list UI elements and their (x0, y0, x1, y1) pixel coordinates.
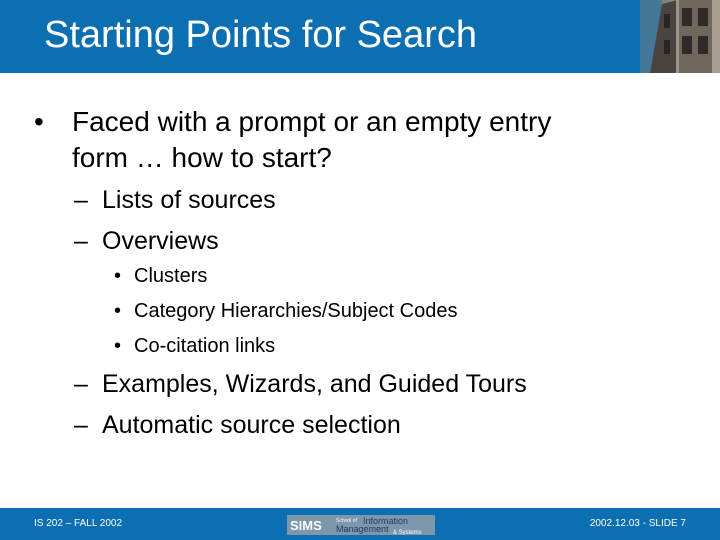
sims-logo-and-systems: & Systems (393, 530, 422, 535)
sub-bullet-marker: – (74, 186, 88, 214)
sub-sub-bullet-marker: • (114, 265, 122, 287)
sub-bullet-text: Overviews (102, 227, 219, 255)
sims-logo-sims: SIMS (290, 518, 322, 533)
bullet-marker: • (34, 106, 44, 137)
sub-bullet-text: Automatic source selection (102, 411, 401, 439)
sub-sub-bullet-text: Category Hierarchies/Subject Codes (134, 300, 458, 322)
sub-bullet-text: Examples, Wizards, and Guided Tours (102, 370, 527, 398)
sub-sub-bullet-text: Clusters (134, 265, 208, 287)
sims-logo-management: Management (336, 524, 389, 534)
sub-bullet-text: Lists of sources (102, 186, 276, 214)
sims-logo-information: Information (363, 516, 409, 526)
sub-sub-bullet-text: Co-citation links (134, 335, 276, 357)
sub-sub-bullet-marker: • (114, 300, 122, 322)
sub-bullet-marker: – (74, 370, 88, 398)
sims-logo (287, 515, 435, 535)
footer-bar (0, 508, 720, 540)
course-label: IS 202 – FALL 2002 (34, 518, 123, 529)
bullet-text-line: Faced with a prompt or an empty entry (72, 106, 552, 137)
sims-logo-school-of: School of (336, 518, 357, 524)
sub-bullet-marker: – (74, 227, 88, 255)
bullet-text-line: form … how to start? (72, 142, 332, 173)
sub-sub-bullet-marker: • (114, 335, 122, 357)
slide-title: Starting Points for Search (44, 14, 477, 56)
sub-bullet-marker: – (74, 411, 88, 439)
slide-number: 2002.12.03 - SLIDE 7 (589, 518, 686, 529)
